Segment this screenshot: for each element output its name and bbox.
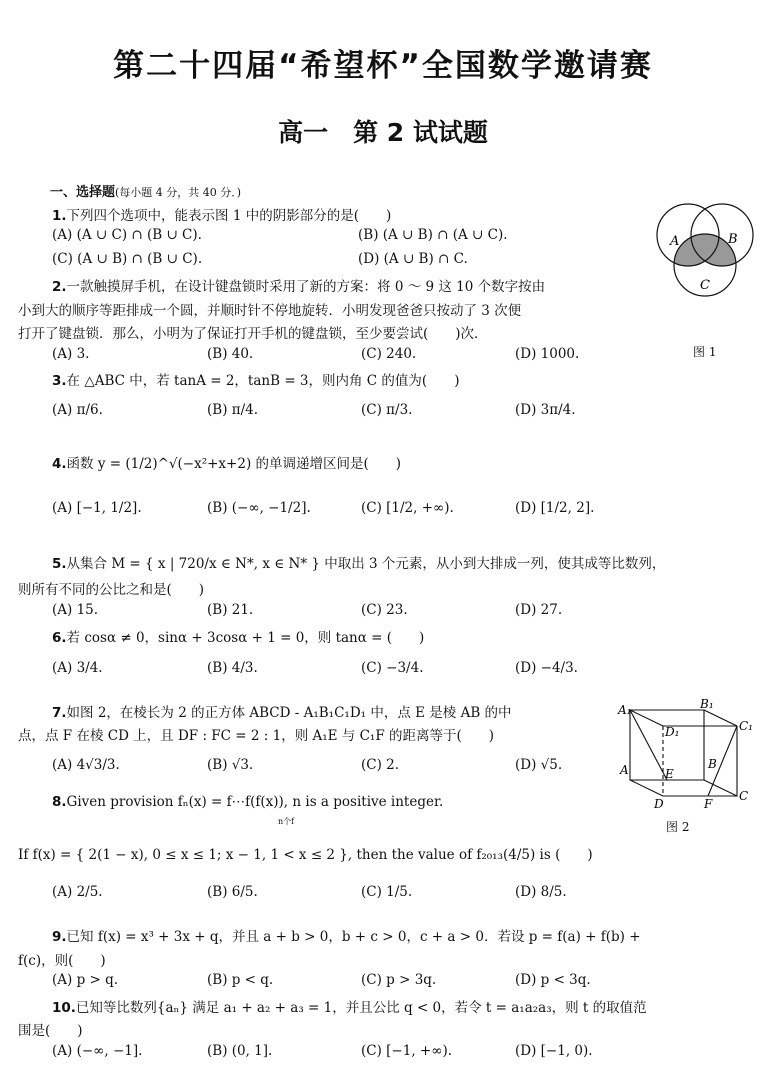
q5-option-d: (D) 27.	[515, 602, 563, 618]
question-text: 下列四个选项中，能表示图 1 中的阴影部分的是( )	[66, 208, 392, 224]
question-8-brace-note: n个f	[278, 817, 295, 826]
section-label: 一、选择题	[50, 185, 116, 200]
q1-option-a: (A) (A ∪ C) ∩ (B ∪ C).	[52, 227, 202, 243]
q5-option-a: (A) 15.	[52, 602, 99, 618]
question-8-stem-line-2: If f(x) = { 2(1 − x), 0 ≤ x ≤ 1; x − 1, 1 < x ≤ 2 }, then the value of f₂₀₁₃(4/5) is ( )	[18, 847, 593, 863]
question-number: 8.	[52, 794, 67, 810]
question-4-stem	[52, 452, 401, 472]
question-2-stem-line-1	[52, 275, 545, 295]
question-text: 一款触摸屏手机，在设计键盘锁时采用了新的方案：将 0 ～ 9 这 10 个数字按由	[66, 279, 546, 295]
question-10-stem-line-2: 围是( )	[18, 1023, 83, 1039]
question-text: 已知等比数列{aₙ} 满足 a₁ + a₂ + a₃ = 1，并且公比 q < 0，若令 t = a₁a₂a₃，则 t 的取值范	[75, 1000, 647, 1016]
q8-option-a: (A) 2/5.	[52, 884, 103, 900]
question-number: 10.	[52, 1000, 76, 1016]
cube-label-d: D	[654, 797, 664, 811]
q6-option-d: (D) −4/3.	[515, 660, 578, 676]
question-text: 如图 2，在棱长为 2 的正方体 ABCD - A₁B₁C₁D₁ 中，点 E 是棱 AB 的中	[66, 705, 512, 721]
q5-option-c: (C) 23.	[361, 602, 408, 618]
question-7-stem-line-2: 点，点 F 在棱 CD 上，且 DF : FC = 2 : 1，则 A₁E 与 C₁F 的距离等于( )	[18, 728, 495, 744]
question-text: Given provision fₙ(x) = f⋯f(f(x)), n is a positive integer.	[66, 794, 444, 810]
cube-label-e: E	[665, 767, 674, 781]
cube-label-a1: A₁	[618, 703, 632, 717]
q7-option-c: (C) 2.	[361, 757, 400, 773]
figure-2-caption: 图 2	[666, 820, 690, 834]
question-number: 4.	[52, 456, 67, 472]
cube-label-c1: C₁	[739, 719, 753, 733]
question-9-stem-line-1	[52, 925, 641, 945]
cube-label-b: B	[708, 757, 717, 771]
q7-option-a: (A) 4√3/3.	[52, 757, 120, 773]
q4-option-c: (C) [1/2, +∞).	[361, 500, 454, 516]
q6-option-a: (A) 3/4.	[52, 660, 103, 676]
q6-option-b: (B) 4/3.	[207, 660, 258, 676]
question-text: 在 △ABC 中，若 tanA = 2，tanB = 3，则内角 C 的值为( )	[66, 373, 460, 389]
question-2-stem-line-2: 小到大的顺序等距排成一个圆，并顺时针不停地旋转．小明发现爸爸只按动了 3 次便	[18, 303, 522, 319]
q5-option-b: (B) 21.	[207, 602, 254, 618]
figure-1-caption: 图 1	[693, 345, 717, 359]
section-header	[50, 181, 241, 200]
question-text: 若 cosα ≠ 0，sinα + 3cosα + 1 = 0，则 tanα = ( )	[66, 630, 425, 646]
question-9-stem-line-2: f(c)，则( )	[18, 953, 106, 969]
page-title: 第二十四届“希望杯”全国数学邀请赛	[113, 48, 653, 84]
q9-option-b: (B) p < q.	[207, 972, 274, 988]
q10-option-c: (C) [−1, +∞).	[361, 1043, 453, 1059]
figure-1-venn-diagram	[648, 185, 763, 303]
section-note: (每小题 4 分，共 40 分．)	[115, 186, 242, 199]
question-6-stem	[52, 626, 424, 646]
q8-option-d: (D) 8/5.	[515, 884, 567, 900]
q7-option-b: (B) √3.	[207, 757, 254, 773]
cube-label-d1: D₁	[665, 725, 680, 739]
question-1-stem	[52, 204, 391, 224]
cube-label-f: F	[704, 797, 713, 811]
figure-2-cube-diagram	[612, 696, 764, 811]
q4-option-d: (D) [1/2, 2].	[515, 500, 595, 516]
question-number: 7.	[52, 705, 67, 721]
question-number: 3.	[52, 373, 67, 389]
question-text: 从集合 M = { x | 720/x ∈ N*, x ∈ N* } 中取出 3 个元素，从小到大排成一列，使其成等比数列，	[66, 556, 666, 572]
cube-label-a: A	[620, 763, 629, 777]
q1-option-d: (D) (A ∪ B) ∩ C.	[358, 251, 468, 267]
q2-option-a: (A) 3.	[52, 346, 90, 362]
q1-option-c: (C) (A ∪ B) ∩ (B ∪ C).	[52, 251, 203, 267]
q2-option-c: (C) 240.	[361, 346, 417, 362]
q9-option-a: (A) p > q.	[52, 972, 119, 988]
venn-label-c: C	[700, 278, 710, 293]
question-10-stem-line-1	[52, 996, 647, 1016]
q6-option-c: (C) −3/4.	[361, 660, 424, 676]
question-text: 函数 y = (1/2)^√(−x²+x+2) 的单调递增区间是( )	[66, 456, 402, 472]
cube-label-b1: B₁	[700, 697, 714, 711]
q3-option-d: (D) 3π/4.	[515, 402, 576, 418]
question-7-stem-line-1	[52, 701, 512, 721]
question-5-stem-line-2: 则所有不同的公比之和是( )	[18, 582, 205, 598]
question-number: 6.	[52, 630, 67, 646]
q2-option-d: (D) 1000.	[515, 346, 580, 362]
question-number: 1.	[52, 208, 67, 224]
q4-option-a: (A) [−1, 1/2].	[52, 500, 142, 516]
question-number: 9.	[52, 929, 67, 945]
q10-option-d: (D) [−1, 0).	[515, 1043, 593, 1059]
venn-label-a: A	[670, 234, 680, 249]
q1-option-b: (B) (A ∪ B) ∩ (A ∪ C).	[358, 227, 508, 243]
q3-option-c: (C) π/3.	[361, 402, 413, 418]
q2-option-b: (B) 40.	[207, 346, 254, 362]
q9-option-d: (D) p < 3q.	[515, 972, 591, 988]
question-5-stem-line-1	[52, 552, 665, 572]
venn-label-b: B	[728, 232, 738, 247]
question-number: 5.	[52, 556, 67, 572]
question-2-stem-line-3: 打开了键盘锁．那么，小明为了保证打开手机的键盘锁，至少要尝试( )次．	[18, 326, 488, 342]
q10-option-b: (B) (0, 1].	[207, 1043, 273, 1059]
page-subtitle: 高一 第 2 试试题	[278, 118, 488, 147]
question-text: 已知 f(x) = x³ + 3x + q，并且 a + b > 0，b + c > 0，c + a > 0．若设 p = f(a) + f(b) +	[66, 929, 641, 945]
q3-option-b: (B) π/4.	[207, 402, 259, 418]
q9-option-c: (C) p > 3q.	[361, 972, 437, 988]
question-number: 2.	[52, 279, 67, 295]
q8-option-b: (B) 6/5.	[207, 884, 258, 900]
q4-option-b: (B) (−∞, −1/2].	[207, 500, 311, 516]
q3-option-a: (A) π/6.	[52, 402, 103, 418]
q8-option-c: (C) 1/5.	[361, 884, 413, 900]
q7-option-d: (D) √5.	[515, 757, 563, 773]
cube-label-c: C	[739, 789, 749, 803]
q10-option-a: (A) (−∞, −1].	[52, 1043, 143, 1059]
question-3-stem	[52, 369, 459, 389]
question-8-stem-line-1	[52, 794, 443, 810]
